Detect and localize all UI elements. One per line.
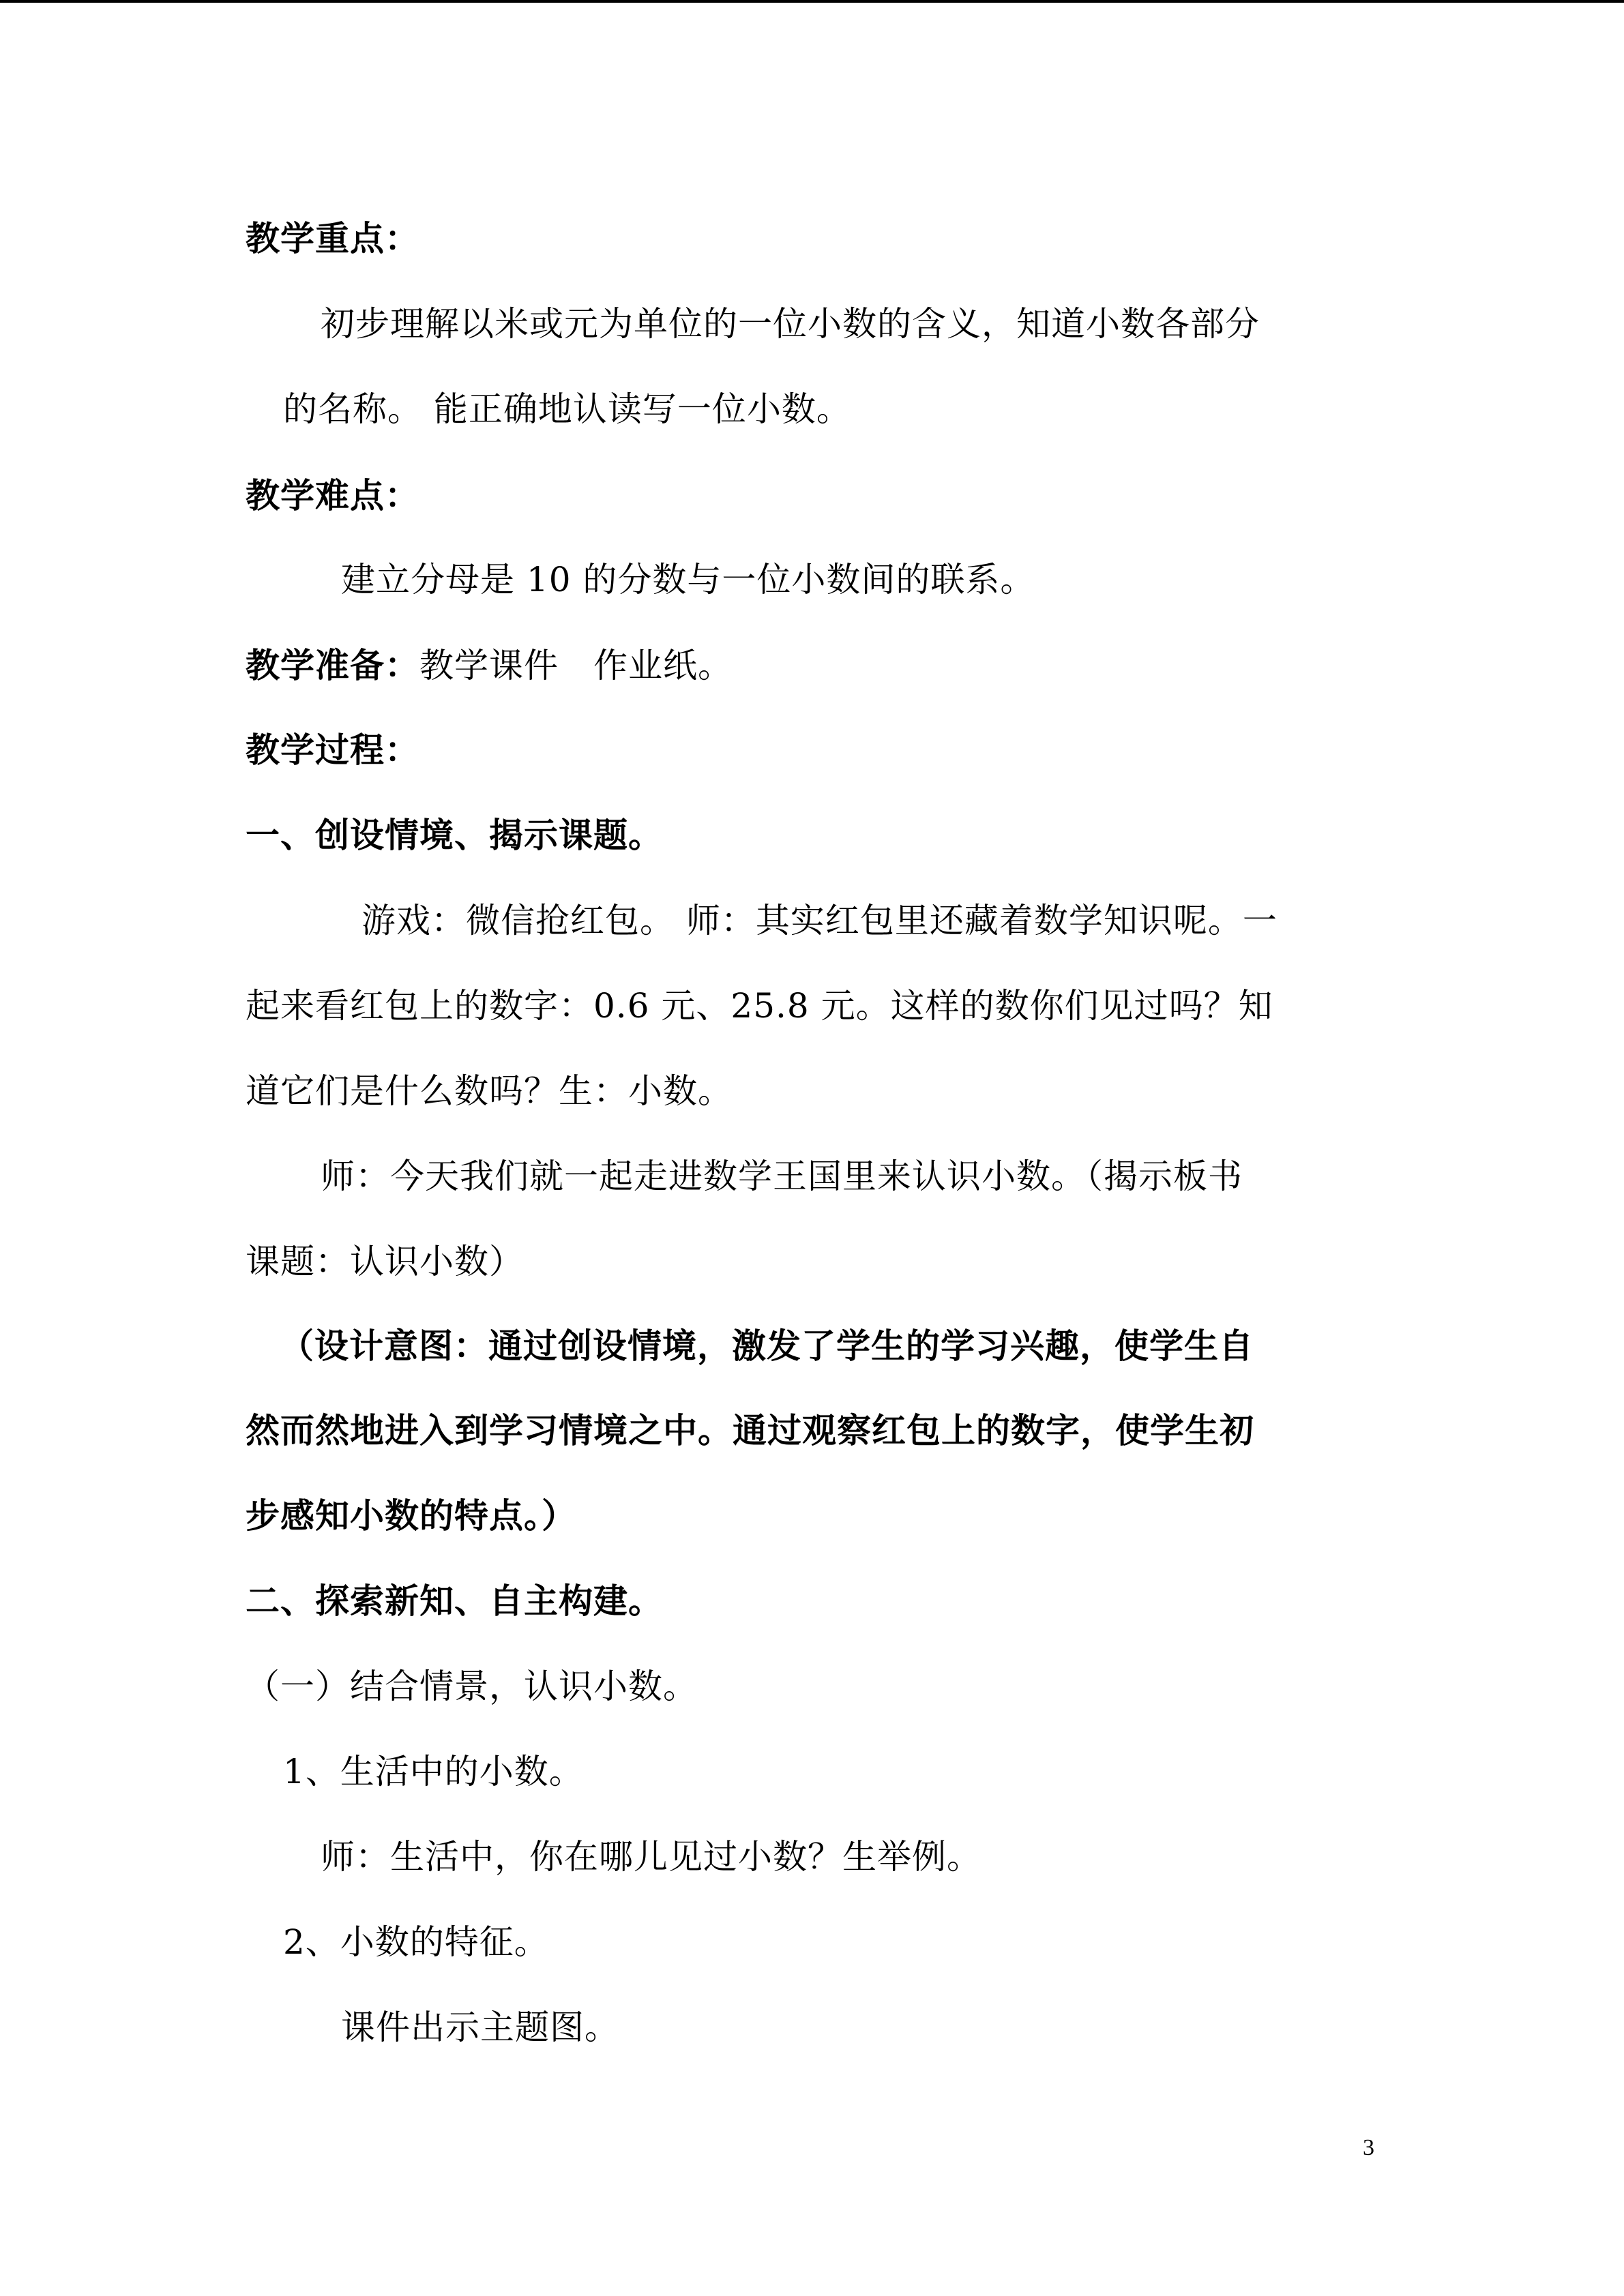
- paragraph-line: 起来看红包上的数字：0.6 元、25.8 元。这样的数你们见过吗？知: [246, 986, 1273, 1026]
- section-heading-1: 一、创设情境、揭示课题。: [246, 816, 663, 855]
- paragraph-line: 师：生活中，你在哪儿见过小数？生举例。: [321, 1837, 981, 1877]
- paragraph-line: 游戏：微信抢红包。 师：其实红包里还藏着数学知识呢。一: [361, 901, 1278, 940]
- heading-teaching-focus: 教学重点：: [246, 219, 419, 258]
- section-heading-2: 二、探索新知、自主构建。: [246, 1581, 663, 1621]
- teaching-preparation-text: 教学课件 作业纸。: [419, 646, 733, 685]
- list-item: 1、生活中的小数。: [283, 1752, 584, 1791]
- paragraph-line: 课件出示主题图。: [341, 2008, 619, 2047]
- design-intent-line: 步感知小数的特点。）: [246, 1496, 576, 1536]
- design-intent-line: 然而然地进入到学习情境之中。通过观察红包上的数字，使学生初: [246, 1411, 1254, 1450]
- page-number: 3: [1363, 2135, 1374, 2160]
- paragraph-line: 课题：认识小数）: [246, 1242, 524, 1281]
- paragraph-line: 初步理解以米或元为单位的一位小数的含义，知道小数各部分: [321, 304, 1260, 344]
- teaching-preparation-line: [246, 645, 733, 686]
- paragraph-line: 道它们是什么数吗？生：小数。: [246, 1071, 733, 1111]
- heading-teaching-difficulty: 教学难点：: [246, 476, 419, 516]
- paragraph-line: 师：今天我们就一起走进数学王国里来认识小数。（揭示板书: [321, 1157, 1243, 1196]
- heading-teaching-process: 教学过程：: [246, 730, 419, 770]
- list-item: 2、小数的特征。: [283, 1922, 549, 1962]
- paragraph-line: 的名称。 能正确地认读写一位小数。: [283, 389, 851, 429]
- heading-teaching-preparation: 教学准备：: [246, 646, 419, 685]
- paragraph-line: 建立分母是 10 的分数与一位小数间的联系。: [341, 560, 1035, 599]
- subsection-heading: （一）结合情景，认识小数。: [246, 1667, 698, 1706]
- design-intent-line: （设计意图：通过创设情境，激发了学生的学习兴趣，使学生自: [280, 1326, 1254, 1366]
